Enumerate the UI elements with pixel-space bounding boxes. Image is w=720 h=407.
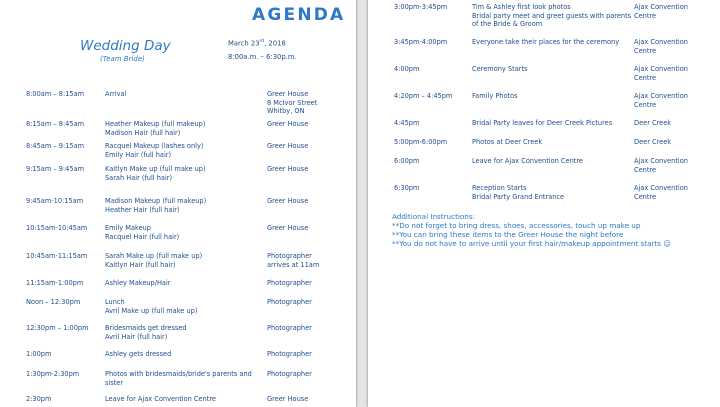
schedule-activity: Everyone take their places for the ceremony [472, 38, 620, 46]
schedule-location: Greer House [267, 142, 309, 150]
schedule-time: 1:30pm-2:30pm [26, 370, 80, 378]
schedule-time: 12:30pm – 1:00pm [26, 324, 89, 332]
instruction-line: **Do not forget to bring dress, shoes, accessories, touch up make up [392, 221, 641, 230]
schedule-location: Ajax Convention Centre [634, 3, 688, 20]
schedule-activity: Family Photos [472, 92, 518, 100]
schedule-location: Greer House 8 McIvor Street Whitby, ON [267, 90, 318, 116]
schedule-location: Ajax Convention Centre [634, 38, 688, 55]
schedule-location: Deer Creek [634, 138, 672, 146]
event-time-range: 8:00a.m. – 6:30p.m. [228, 53, 297, 61]
schedule-activity: Tim & Ashley first look photos Bridal party meet and greet guests with parents of the Bride & Groom [472, 3, 632, 29]
schedule-time: 3:00pm-3:45pm [394, 3, 448, 11]
agenda-page-right [368, 0, 720, 407]
schedule-location: Greer House [267, 120, 309, 128]
schedule-time: 1:00pm [26, 350, 52, 358]
schedule-time: 4:00pm [394, 65, 420, 73]
event-title: Wedding Day [80, 38, 171, 54]
schedule-time: 10:45am-11:15am [26, 252, 88, 260]
schedule-time: 8:15am – 8:45am [26, 120, 85, 128]
schedule-time: 9:45am-10:15am [26, 197, 84, 205]
schedule-activity: Sarah Make up (full make up) Kaitlyn Hair (full hair) [105, 252, 203, 269]
schedule-location: Greer House [267, 197, 309, 205]
schedule-location: Ajax Convention Centre [634, 65, 688, 82]
schedule-time: 8:45am – 9:15am [26, 142, 85, 150]
agenda-title: AGENDA [252, 5, 346, 25]
schedule-location: Ajax Convention Centre [634, 157, 688, 174]
schedule-time: 2:30pm [26, 395, 52, 403]
schedule-activity: Leave for Ajax Convention Centre [105, 395, 216, 403]
instruction-line: **You do not have to arrive until your first hair/makeup appointment starts ☺ [392, 239, 671, 248]
schedule-activity: Ashley gets dressed [105, 350, 172, 358]
instruction-line: **You can bring these items to the Greer House the night before [392, 230, 624, 239]
schedule-time: 6:30pm [394, 184, 420, 192]
schedule-activity: Ashley Makeup/Hair [105, 279, 171, 287]
schedule-activity: Heather Makeup (full makeup) Madison Hair (full hair) [105, 120, 206, 137]
schedule-time: 6:00pm [394, 157, 420, 165]
schedule-location: Greer House [267, 395, 309, 403]
schedule-activity: Madison Makeup (full makeup) Heather Hair (full hair) [105, 197, 207, 214]
schedule-location: Photographer [267, 350, 312, 358]
schedule-time: 11:15am-1:00pm [26, 279, 84, 287]
schedule-location: Photographer [267, 279, 312, 287]
schedule-location: Photographer arrives at 11am [267, 252, 320, 269]
schedule-activity: Emily Makeup Racquel Hair (full hair) [105, 224, 180, 241]
schedule-time: 4:20pm – 4:45pm [394, 92, 453, 100]
schedule-activity: Racquel Makeup (lashes only) Emily Hair (full hair) [105, 142, 204, 159]
schedule-activity: Photos with bridesmaids/bride's parents and sister [105, 370, 252, 387]
schedule-activity: Bridal Party leaves for Deer Creek Pictures [472, 119, 613, 127]
schedule-location: Photographer [267, 324, 312, 332]
schedule-time: 4:45pm [394, 119, 420, 127]
schedule-activity: Lunch Avril Make up (full make up) [105, 298, 198, 315]
event-date: March 23rd, 2018 [228, 39, 286, 48]
schedule-location: Photographer [267, 370, 312, 378]
schedule-time: Noon – 12:30pm [26, 298, 81, 306]
agenda-page-left [0, 0, 356, 407]
schedule-location: Greer House [267, 165, 309, 173]
schedule-location: Deer Creek [634, 119, 672, 127]
schedule-activity: Arrival [105, 90, 127, 98]
instructions-title: Additional Instructions: [392, 212, 475, 221]
schedule-activity: Leave for Ajax Convention Centre [472, 157, 583, 165]
schedule-location: Photographer [267, 298, 312, 306]
schedule-time: 9:15am – 9:45am [26, 165, 85, 173]
schedule-location: Ajax Convention Centre [634, 92, 688, 109]
schedule-activity: Photos at Deer Creek [472, 138, 543, 146]
schedule-activity: Ceremony Starts [472, 65, 528, 73]
schedule-time: 8:00am – 8:15am [26, 90, 85, 98]
schedule-location: Ajax Convention Centre [634, 184, 688, 201]
schedule-activity: Kaitlyn Make up (full make up) Sarah Hair (full hair) [105, 165, 206, 182]
schedule-time: 3:45pm-4:00pm [394, 38, 448, 46]
schedule-time: 5:00pm-6:00pm [394, 138, 448, 146]
schedule-location: Greer House [267, 224, 309, 232]
schedule-time: 10:15am-10:45am [26, 224, 88, 232]
schedule-activity: Reception Starts Bridal Party Grand Entrance [472, 184, 565, 201]
schedule-activity: Bridesmaids get dressed Avril Hair (full hair) [105, 324, 187, 341]
event-subtitle: (Team Bride) [100, 55, 145, 63]
